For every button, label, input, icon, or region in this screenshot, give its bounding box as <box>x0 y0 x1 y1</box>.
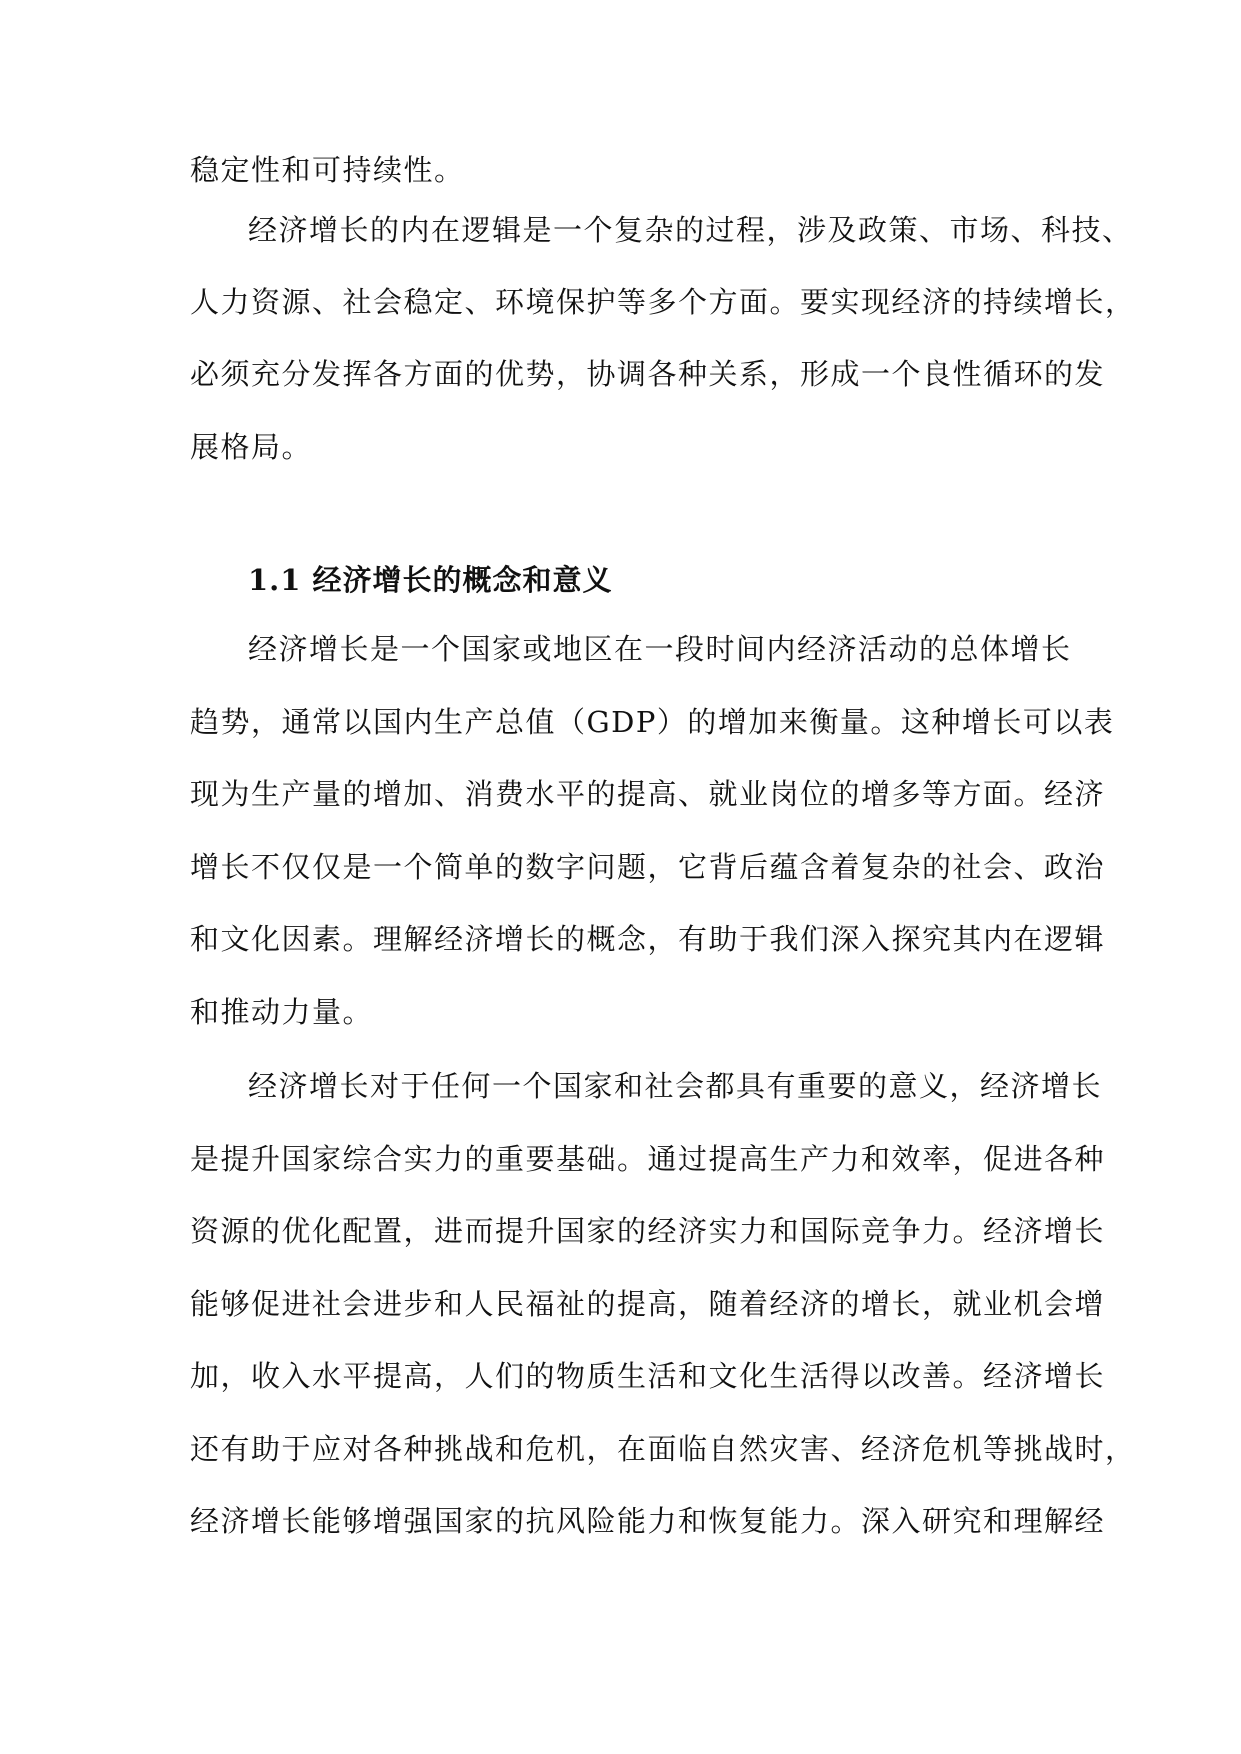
paragraph-line: 还有助于应对各种挑战和危机，在面临自然灾害、经济危机等挑战时， <box>190 1432 1136 1466</box>
paragraph-line: 资源的优化配置，进而提升国家的经济实力和国际竞争力。经济增长 <box>190 1214 1106 1248</box>
paragraph-line: 和推动力量。 <box>190 995 374 1029</box>
paragraph-line: 经济增长对于任何一个国家和社会都具有重要的意义，经济增长 <box>248 1069 1103 1103</box>
paragraph-line: 人力资源、社会稳定、环境保护等多个方面。要实现经济的持续增长， <box>190 285 1136 319</box>
paragraph-line: 经济增长能够增强国家的抗风险能力和恢复能力。深入研究和理解经 <box>190 1504 1106 1538</box>
paragraph-line: 能够促进社会进步和人民福祉的提高，随着经济的增长，就业机会增 <box>190 1287 1106 1321</box>
paragraph-line: 经济增长的内在逻辑是一个复杂的过程，涉及政策、市场、科技、 <box>248 213 1133 247</box>
paragraph-line: 稳定性和可持续性。 <box>190 153 465 187</box>
paragraph-line: 展格局。 <box>190 430 313 464</box>
paragraph-line: 是提升国家综合实力的重要基础。通过提高生产力和效率，促进各种 <box>190 1142 1106 1176</box>
paragraph-line: 趋势，通常以国内生产总值（GDP）的增加来衡量。这种增长可以表 <box>190 705 1115 739</box>
paragraph-line: 增长不仅仅是一个简单的数字问题，它背后蕴含着复杂的社会、政治 <box>190 850 1106 884</box>
paragraph-line: 加，收入水平提高，人们的物质生活和文化生活得以改善。经济增长 <box>190 1359 1106 1393</box>
paragraph-line: 现为生产量的增加、消费水平的提高、就业岗位的增多等方面。经济 <box>190 777 1106 811</box>
paragraph-line: 必须充分发挥各方面的优势，协调各种关系，形成一个良性循环的发 <box>190 357 1106 391</box>
paragraph-line: 和文化因素。理解经济增长的概念，有助于我们深入探究其内在逻辑 <box>190 922 1106 956</box>
paragraph-line: 经济增长是一个国家或地区在一段时间内经济活动的总体增长 <box>248 632 1072 666</box>
section-heading: 1.1 经济增长的概念和意义 <box>248 563 613 597</box>
